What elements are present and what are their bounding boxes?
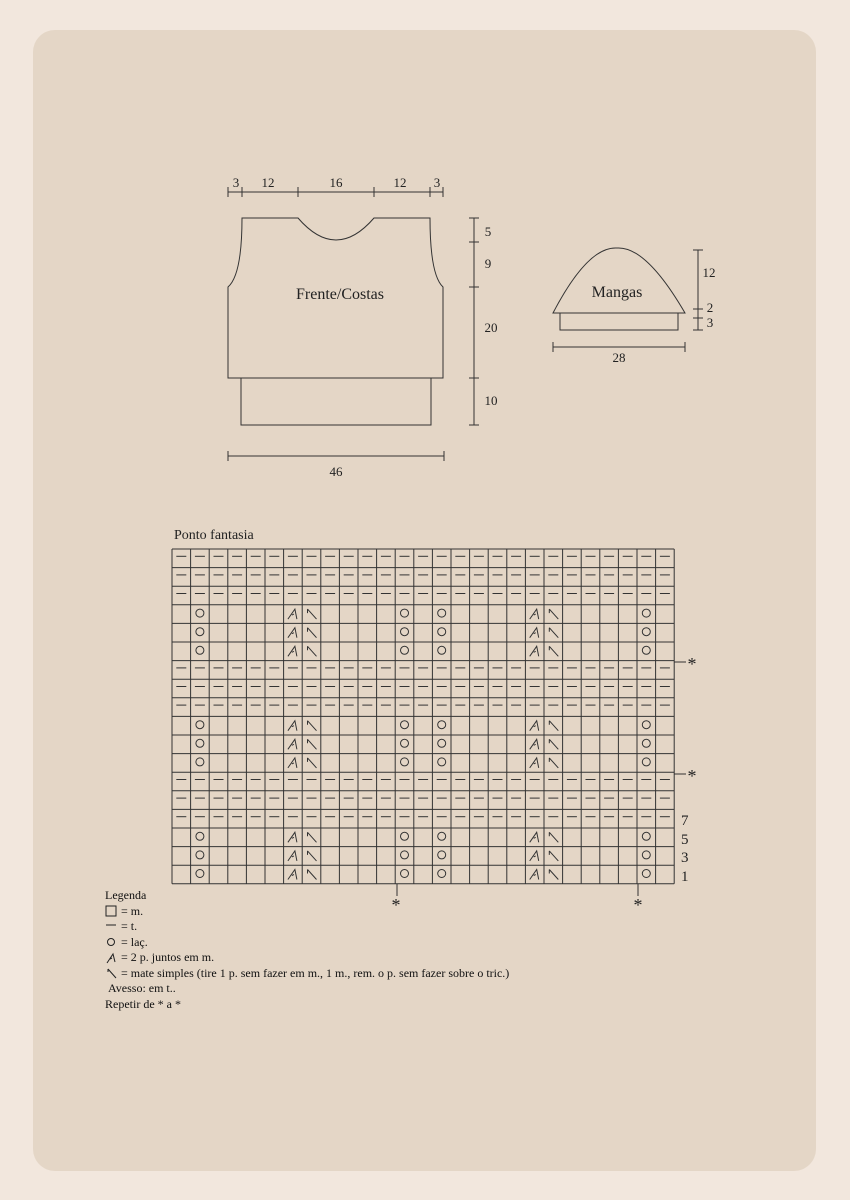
- yarn-over-circle: [642, 628, 650, 636]
- ssk-symbol: [308, 758, 317, 768]
- yarn-over-circle: [438, 609, 446, 617]
- ssk-symbol: [308, 832, 317, 842]
- dim-side-20: 20: [484, 320, 498, 335]
- k2tog-symbol: [530, 646, 539, 656]
- ssk-symbol: [308, 739, 317, 749]
- k2tog-symbol: [288, 646, 297, 656]
- legend-item-k2tog: [105, 950, 509, 966]
- ssk-symbol: [549, 870, 558, 880]
- k2tog-symbol: [288, 628, 297, 638]
- legend-item-text: = m.: [121, 903, 144, 918]
- dim-top-16: 16: [329, 175, 343, 190]
- yarn-over-circle: [438, 628, 446, 636]
- sleeve-cap: [553, 248, 685, 313]
- legend-item-text: = 2 p. juntos em m.: [121, 950, 215, 964]
- yarn-over-circle: [196, 646, 204, 654]
- k2tog-symbol: [288, 870, 297, 880]
- k2tog-symbol: [530, 739, 539, 749]
- yarn-over-circle: [642, 851, 650, 859]
- yarn-over-circle: [438, 758, 446, 766]
- sleeve-dim-2: 2: [706, 300, 714, 315]
- yarn-over-circle: [438, 851, 446, 859]
- front-back-ribbing: [241, 378, 431, 425]
- yarn-over-circle: [196, 758, 204, 766]
- sleeve-dim-12: 12: [702, 265, 716, 280]
- repeat-mark-lower: *: [687, 766, 697, 786]
- repeat-mark-left: *: [391, 895, 401, 915]
- ssk-symbol: [549, 832, 558, 842]
- ssk-symbol: [308, 609, 317, 619]
- yarn-over-circle: [642, 646, 650, 654]
- k2tog-symbol: [288, 609, 297, 619]
- chart-title: Ponto fantasia: [174, 528, 254, 543]
- ssk-symbol: [549, 646, 558, 656]
- k2tog-symbol: [530, 851, 539, 861]
- yarn-over-circle: [642, 609, 650, 617]
- yarn-over-circle: [642, 832, 650, 840]
- legend-item-text: = t.: [121, 919, 138, 933]
- ssk-symbol: [549, 851, 558, 861]
- stitch-chart-grid: [172, 549, 674, 884]
- row-number-5: 5: [681, 832, 689, 848]
- yarn-over-circle: [401, 646, 409, 654]
- dim-top-12a: 12: [261, 175, 275, 190]
- ssk-symbol: [308, 851, 317, 861]
- yarn-over-circle: [438, 646, 446, 654]
- sleeve-cuff: [560, 313, 678, 330]
- circle-icon: [105, 936, 118, 948]
- legend-wrong-side: Avesso: em t..: [108, 981, 176, 995]
- yarn-over-circle: [642, 739, 650, 747]
- yarn-over-circle: [401, 609, 409, 617]
- ssk-icon: [105, 967, 118, 979]
- ssk-symbol: [549, 721, 558, 731]
- dim-width-46: 46: [329, 464, 343, 479]
- k2tog-symbol: [530, 628, 539, 638]
- legend: [105, 888, 509, 1012]
- sleeve-width-28: 28: [612, 350, 626, 365]
- k2tog-symbol: [530, 609, 539, 619]
- ssk-symbol: [308, 870, 317, 880]
- legend-item-knit: [105, 904, 509, 920]
- row-number-3: 3: [681, 850, 689, 866]
- k2tog-symbol: [530, 832, 539, 842]
- k2tog-symbol: [530, 758, 539, 768]
- legend-item-purl: [105, 919, 509, 935]
- yarn-over-circle: [438, 739, 446, 747]
- legend-item-yo: [105, 935, 509, 951]
- yarn-over-circle: [642, 870, 650, 878]
- k2tog-symbol: [288, 758, 297, 768]
- yarn-over-circle: [196, 870, 204, 878]
- dim-side-9: 9: [484, 256, 492, 271]
- yarn-over-circle: [196, 721, 204, 729]
- k2tog-icon: [105, 952, 118, 964]
- yarn-over-circle: [401, 870, 409, 878]
- ssk-symbol: [549, 739, 558, 749]
- k2tog-symbol: [530, 721, 539, 731]
- dash-icon: [105, 921, 118, 933]
- yarn-over-circle: [401, 739, 409, 747]
- yarn-over-circle: [642, 721, 650, 729]
- yarn-over-circle: [196, 851, 204, 859]
- k2tog-symbol: [288, 721, 297, 731]
- yarn-over-circle: [438, 870, 446, 878]
- ssk-symbol: [549, 609, 558, 619]
- yarn-over-circle: [196, 739, 204, 747]
- yarn-over-circle: [401, 628, 409, 636]
- repeat-mark-right: *: [633, 895, 643, 915]
- ssk-symbol: [549, 758, 558, 768]
- yarn-over-circle: [196, 609, 204, 617]
- dim-side-5: 5: [484, 224, 492, 239]
- sleeves-label: Mangas: [591, 284, 643, 301]
- yarn-over-circle: [401, 851, 409, 859]
- legend-item-text: = laç.: [121, 934, 148, 949]
- yarn-over-circle: [401, 758, 409, 766]
- ssk-symbol: [549, 628, 558, 638]
- k2tog-symbol: [530, 870, 539, 880]
- dim-top-3b: 3: [433, 175, 441, 190]
- ssk-symbol: [308, 628, 317, 638]
- k2tog-symbol: [288, 851, 297, 861]
- k2tog-symbol: [288, 832, 297, 842]
- dim-top-12b: 12: [393, 175, 407, 190]
- ssk-symbol: [308, 721, 317, 731]
- yarn-over-circle: [438, 832, 446, 840]
- legend-item-text: = mate simples (tire 1 p. sem fazer em m., 1 m., rem. o p. sem fazer sobre o tric.): [121, 965, 510, 980]
- dim-side-10: 10: [484, 393, 498, 408]
- yarn-over-circle: [401, 721, 409, 729]
- row-number-1: 1: [681, 869, 689, 885]
- dim-top-3a: 3: [232, 175, 240, 190]
- k2tog-symbol: [288, 739, 297, 749]
- repeat-mark-upper: *: [687, 654, 697, 674]
- legend-item-ssk: [105, 966, 509, 982]
- yarn-over-circle: [642, 758, 650, 766]
- box-icon: [105, 905, 118, 917]
- legend-title: Legenda: [105, 888, 147, 902]
- row-number-7: 7: [681, 813, 689, 829]
- front-back-schematic: [228, 187, 479, 461]
- legend-repeat: Repetir de * a *: [105, 996, 181, 1011]
- front-back-label: Frente/Costas: [296, 286, 384, 303]
- ssk-symbol: [308, 646, 317, 656]
- yarn-over-circle: [438, 721, 446, 729]
- yarn-over-circle: [401, 832, 409, 840]
- yarn-over-circle: [196, 628, 204, 636]
- yarn-over-circle: [196, 832, 204, 840]
- sleeve-dim-3: 3: [706, 315, 714, 330]
